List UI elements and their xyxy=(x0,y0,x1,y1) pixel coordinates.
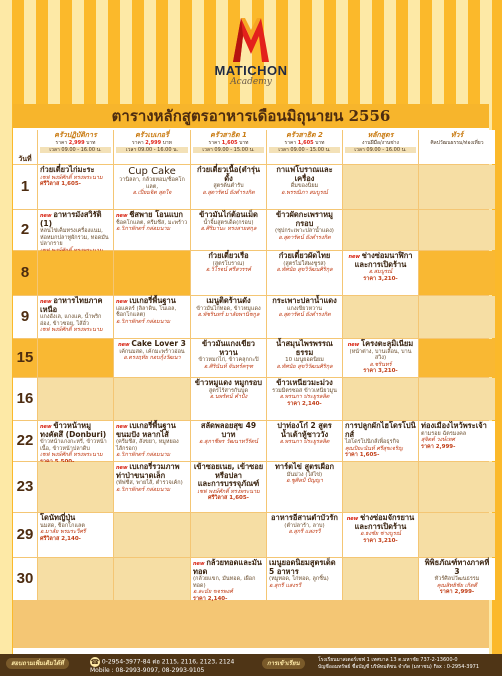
empty-cell xyxy=(419,339,495,377)
class-cell[interactable]: new ช่างซ่อมนาฬิกา และการเปิดร้าน อ.สมบูรณ์ ราคา 3,210- xyxy=(343,251,418,295)
class-cell[interactable]: ปาท่องโก๋ 2 สูตร น้ำเต้าหู้ชาววัง อ.พรนภา ประยูรลลิต xyxy=(267,421,342,461)
empty-cell xyxy=(38,558,113,600)
header-band xyxy=(0,0,502,104)
class-cell[interactable]: กระเพาะปลาน้ำแดง แกงเขียวหวาน อ.สุดารัตน์ ยังดำรงกิต xyxy=(267,296,342,338)
empty-cell xyxy=(343,210,418,250)
class-cell[interactable]: สลัดพลอยสุข 49 บาท อ.สุภาชีพร วัฒนาทวีรัตน์ xyxy=(191,421,266,461)
class-cell[interactable]: พิพิธภัณฑ์ทางภาคที่ 3 ทัวร์ศิลปวัฒนธรรม คุณสิทธิชัย เกิดดี ราคา 2,999- xyxy=(419,558,495,600)
venue-label: การเข้าเรียน xyxy=(262,658,305,669)
class-cell[interactable]: new ชีสพาย โอนแบก ช็อคโกแลต, ครีมชีส, มะพร้าว อ.วิภาพักตร์ กล่อมนาม xyxy=(114,210,190,250)
class-cell[interactable]: new อาหารไทยภาคเหนือ แกงฮังเล, แกงแค, น้ำพริกอ่อง, ข้าวซอย, ไส้อั่ว เชฟ พงษ์ศักดิ์ ทรงพระนาม xyxy=(38,296,113,338)
day-30: 30 xyxy=(13,558,37,600)
day-column-header: วันที่ xyxy=(13,130,37,164)
class-cell[interactable]: new กล้วยทอดและมันทอด (กล้วยแขก, มันทอด, เผือกทอด) อ.ละมัย ขจรพงศ์ ราคา 2,140- xyxy=(191,558,266,600)
empty-cell xyxy=(114,558,190,600)
class-cell[interactable]: โดนัทญี่ปุ่น นมสด, ช็อกโกแลต อ.มาลัย พรมระวีศรี ศรีวิลาส 2,140- xyxy=(38,513,113,557)
class-cell[interactable]: ข้าวผัดกะเพราหมูกรอบ (ซุปกระเพาะปลาน้ำแดง) อ.สุดารัตน์ ยังดำรงกิต xyxy=(267,210,342,250)
phone-icon: ☎ xyxy=(90,658,100,666)
column-header-5: หลักสูตร งานฝีมือ/งานช่าง เวลา 09.00 - 16.00 น. xyxy=(343,130,418,164)
class-cell[interactable]: new อาหารมังสวิรัติ (1) หลนไข่เค็มทรงเครื่องแนม, ห่อหมกปลาทูผักรวม, ทอดมันปลากราย xyxy=(38,210,113,250)
empty-cell xyxy=(343,462,418,512)
class-cell[interactable]: new โครงตะลุมิเนียม (หน้าต่าง, บานเลื่อน, บานสวิง) อ.ชรินทร์ ราคา 3,210- xyxy=(343,339,418,377)
class-cell[interactable]: ก๋วยเตี๋ยวผัดไทย (สูตรไม่ใส่ผงชูรส) อ.ทัศนัย สุขวิวัฒนศิริกุล xyxy=(267,251,342,295)
class-cell[interactable]: ท่องเมืองไหว้พระเจ้า ตามรอย ฉัตรมงคล สุจิตต์ วงษ์เทศ ราคา 2,999- xyxy=(419,421,495,461)
class-cell[interactable]: ข้าวเหนียวมะม่วง รวมมิตรซอส ข้าวเหนียวมูน อ.พรนภา ประยูรลลิต ราคา 2,140- xyxy=(267,378,342,420)
column-header-6: ทัวร์ ศิลปวัฒนธรรม/ท่องเที่ยว xyxy=(419,130,495,164)
brand-sub: Academy xyxy=(230,77,272,87)
empty-cell xyxy=(38,462,113,512)
column-header-4: ครัวสาธิต 2 ราคา 1,605 บาท เวลา 09.00 - 15.00 น. xyxy=(267,130,342,164)
class-cell[interactable]: new เบเกอรี่พื้นฐาน เอแคลร์ (ลิลาดิน, โนเอล, ช็อกโกแลต) อ.วิภาพักตร์ กล่อมนาม xyxy=(114,296,190,338)
class-cell[interactable]: อาหารอีสานตำบัวรัก (ตำปลาร้า, ลาบ) อ.สุกรี แสงรวี xyxy=(267,513,342,557)
empty-cell xyxy=(419,513,495,557)
class-cell[interactable]: new เบเกอรี่รวมภาพ ท่าป่าขนาดเล็ก (พัฟชีส, พายไส้, ตำรวจเค้ก) อ.วิภาพักตร์ กล่อมนาม xyxy=(114,462,190,512)
empty-cell xyxy=(343,558,418,600)
day-2: 2 xyxy=(13,210,37,250)
class-cell[interactable]: new ช่างซ่อมจักรยานและการเปิดร้าน อ.ธงชัย ช่างบูรณ์ ราคา 3,210- xyxy=(343,513,418,557)
class-cell[interactable]: new Cake Lover 3 เค้กนมสด, เค้กมะพร้าวอ่อน อ.ดรงฤทัย กอบกุ้งวัฒนา xyxy=(114,339,190,377)
column-header-1: ครัวปฏิบัติการ ราคา 2,999 บาท เวลา 09.00 - 16.00 น. xyxy=(38,130,113,164)
day-16: 16 xyxy=(13,378,37,420)
column-header-3: ครัวสาธิต 1 ราคา 1,605 บาท เวลา 09.00 - 15.00 น. xyxy=(191,130,266,164)
class-cell[interactable]: Cup Cake วานิลลา, กล้วยหอม/ช็อคโกแลต, อ.เปี่ยมจิต สุดใจ xyxy=(114,165,190,209)
empty-cell xyxy=(419,210,495,250)
class-cell[interactable]: ข้าวหมูแดง หมูกรอบ สูตรไร้สารกันบูด อ.นพรัตน์ คำปัง xyxy=(191,378,266,420)
class-cell[interactable]: ข้าวมันไก่ต้อนเม็ด น้ำจิ้มสูตรเด็ด(กรอบ) อ.ศิริมานะ ทรงสายสกุล xyxy=(191,210,266,250)
empty-cell xyxy=(419,462,495,512)
empty-cell xyxy=(419,251,495,295)
schedule-table xyxy=(13,130,489,648)
empty-cell xyxy=(419,378,495,420)
empty-cell xyxy=(343,165,418,209)
empty-cell xyxy=(343,296,418,338)
class-cell[interactable]: ก๋วยเตี๋ยวเรือ (สูตรโบราณ) อ.วิโรจน์ ศรีสวรรค์ xyxy=(191,251,266,295)
empty-cell xyxy=(343,378,418,420)
empty-cell xyxy=(114,251,190,295)
empty-cell xyxy=(114,513,190,557)
class-cell[interactable]: ทาร์ตไข่ สูตรเผือก มันม่วง (ใส่ไข่) อ.ชูศิลป์ ปัญญา xyxy=(267,462,342,512)
class-cell[interactable]: การปลูกผักไฮโดรโปนิกส์ ไฮโดรโปนิกส์เพื่อธุรกิจ คุณปิยะนันท์ ศรีสุขเจริญ ราคา 1,605- xyxy=(343,421,418,461)
empty-cell xyxy=(38,339,113,377)
contact-phone: ☎ 0-2954-3977-84 ต่อ 2115, 2116, 2123, 2124 Mobile : 08-2993-9097, 08-2993-9105 xyxy=(90,658,235,674)
empty-cell xyxy=(191,513,266,557)
day-22: 22 xyxy=(13,421,37,461)
empty-cell xyxy=(419,165,495,209)
day-9: 9 xyxy=(13,296,37,338)
payment-info: โรงเรียนมาสเตอร์เชฟ 1 เทศบาล 13 ต.มหาชัย 737-2-13600-0 บัญชีออมทรัพย์ ชื่อบัญชี บริษัทมติชน จำกัด (มหาชน) Fax : 0-2954-3971 xyxy=(318,657,479,670)
schedule-sheet xyxy=(13,104,489,654)
brand-name: MATICHON xyxy=(214,63,288,78)
m-logo-icon xyxy=(227,14,275,64)
empty-cell xyxy=(38,378,113,420)
day-15: 15 xyxy=(13,339,37,377)
class-cell[interactable]: กาแฟโบราณและเครื่อง ดื่มของนิยม อ.พรรณิภา สมบูรณ์ xyxy=(267,165,342,209)
class-cell[interactable]: ก๋วยเตี๋ยวไก่มะระ เชฟ พงษ์ศักดิ์ ทรงพระนาม ศรีวิลาส 1,605- xyxy=(38,165,113,209)
day-8: 8 xyxy=(13,251,37,295)
matichon-academy-logo xyxy=(208,14,294,96)
day-23: 23 xyxy=(13,462,37,512)
class-cell[interactable]: เมนูยอดนิยมสูตรเด็ด 5 อาหาร (หมูทอด, ไก่ทอด, ลูกชิ้น) อ.สุกรี แสงรวี xyxy=(267,558,342,600)
class-cell[interactable]: ก๋วยเตี๋ยวเนื้อ(ตำรุ่นดั้ง สูตรต้นตำรับ อ.สุดารัตน์ ยังดำรงกิต xyxy=(191,165,266,209)
day-1: 1 xyxy=(13,165,37,209)
empty-cell xyxy=(114,378,190,420)
class-cell[interactable]: เข้าซอยเนย, เข้าซอยหรือปลา และการบรรจุภัณฑ์ เชฟ พงษ์ศักดิ์ ทรงพระนาม ศรีวิลาส 1,605- xyxy=(191,462,266,512)
empty-cell xyxy=(419,296,495,338)
footer xyxy=(0,654,502,676)
column-header-2: ครัวเบเกอรี่ ราคา 2,999 บาท เวลา 09.00 - 16.00 น. xyxy=(114,130,190,164)
contact-label: สอบถามเพิ่มเติมได้ที่ xyxy=(6,658,69,669)
class-cell[interactable]: new เบเกอรี่พื้นฐานขนมปัง หลากไส้ (ครีมชีส, สังขยา, หมูหยองไส้กรอก) อ.วิภาพักตร์ กล่อมนาม xyxy=(114,421,190,461)
class-cell[interactable]: น้ำสมุนไพรพรรณธรรม 10 เมนูยอดนิยม อ.ทัศนัย สุขวิวัฒนศิริกุล xyxy=(267,339,342,377)
class-cell[interactable]: ข้าวมันแกงเขียวหวาน ข้าวหมกไก่, ข้าวคลุกกะปิ อ.ศิรินันท์ จันทร์ครุฑ xyxy=(191,339,266,377)
class-cell[interactable]: เมนูติดร้านดัง ข้าวมันไก่ทอด, ข้าวหมูแดง อ.พัชรินทร์ มาลัยพานิชกูล xyxy=(191,296,266,338)
day-29: 29 xyxy=(13,513,37,557)
class-cell[interactable]: new ข้าวหน้าหมูทงคัตสึ (Donburi) ข้าวหน้าแกงกะหรี่, ข้าวหน้าเนื้อ, ข้าวหน้าปลาดิบ เชฟ พงษ์ศักดิ์ ทรงพระนาม xyxy=(38,421,113,461)
page-title: ตารางหลักสูตรอาหารเดือนมิถุนายน 2556 xyxy=(13,104,489,128)
empty-cell xyxy=(38,251,113,295)
